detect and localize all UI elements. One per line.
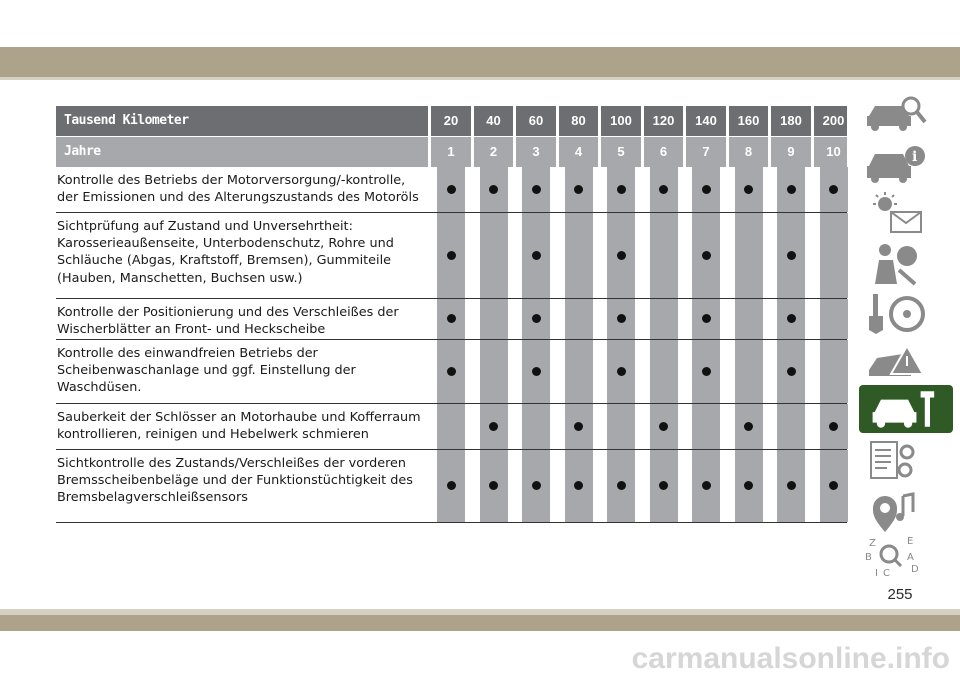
header-row-years [56, 136, 847, 167]
check-dot [574, 481, 583, 490]
car-info-icon[interactable] [863, 140, 939, 186]
interval-column [650, 299, 678, 339]
check-dot [702, 185, 711, 194]
row-description: Sichtprüfung auf Zustand und Unversehrtheit: Karosserieaußenseite, Unterbodenschutz, Rohre und Schläuche (Abgas, Kraftstoff, Bremsen), Gummiteile (Hauben, Manschetten, Buchsen usw.) [57, 219, 394, 286]
header-column-separator [471, 137, 474, 167]
header-year-value-1: 1 [447, 144, 455, 159]
media-navigation-icon[interactable] [863, 488, 939, 534]
check-dot [702, 367, 711, 376]
check-dot [787, 185, 796, 194]
check-dot [702, 481, 711, 490]
table-row [56, 213, 847, 299]
table-row [56, 299, 847, 340]
interval-column [522, 404, 550, 449]
airbag-person-icon[interactable] [863, 240, 939, 286]
header-column-separator [811, 106, 814, 136]
header-km-value-1: 20 [443, 113, 459, 128]
header-column-separator [513, 106, 516, 136]
interval-column [735, 213, 763, 298]
key-steering-wheel-icon[interactable] [863, 290, 939, 336]
table-row [56, 340, 847, 404]
index-letter-d: D [911, 564, 919, 575]
watermark-text: carmanualsonline.info [631, 642, 950, 675]
interval-column [692, 404, 720, 449]
check-dot [829, 185, 838, 194]
watermark [0, 640, 960, 678]
interval-column [480, 340, 508, 403]
header-year-value-6: 6 [659, 144, 668, 159]
check-dot [617, 185, 626, 194]
check-dot [489, 422, 498, 431]
index-letter-z: Z [869, 538, 876, 549]
table-row [56, 167, 847, 213]
check-dot [702, 314, 711, 323]
settings-list-icon[interactable] [863, 438, 939, 484]
interval-column [565, 299, 593, 339]
check-dot [574, 185, 583, 194]
header-column-separator [556, 106, 559, 136]
header-column-separator [641, 106, 644, 136]
header-year-value-5: 5 [617, 144, 625, 159]
header-column-separator [683, 106, 686, 136]
header-column-separator [726, 106, 729, 136]
header-km-value-3: 60 [528, 113, 544, 128]
page-number: 255 [887, 586, 913, 603]
header-year-value-10: 10 [826, 144, 841, 159]
header-column-separator [768, 106, 771, 136]
header-year-value-4: 4 [574, 144, 583, 159]
interval-column [820, 299, 848, 339]
check-dot [787, 251, 796, 260]
header-year-value-3: 3 [532, 144, 540, 159]
check-dot [447, 314, 456, 323]
index-letter-c: C [883, 568, 890, 579]
header-column-separator [598, 137, 601, 167]
check-dot [532, 251, 541, 260]
check-dot [617, 251, 626, 260]
row-description: Sauberkeit der Schlösser an Motorhaube und Kofferraum kontrollieren, reinigen und Hebelwerk schmieren [57, 410, 421, 443]
check-dot [617, 481, 626, 490]
top-color-band [0, 47, 960, 77]
interval-column [437, 404, 465, 449]
check-dot [447, 251, 456, 260]
check-dot [532, 367, 541, 376]
check-dot [829, 481, 838, 490]
header-column-separator [768, 137, 771, 167]
check-dot [659, 422, 668, 431]
index-letter-e: E [907, 536, 914, 547]
header-column-separator [598, 106, 601, 136]
header-year-value-7: 7 [702, 144, 710, 159]
check-dot [829, 422, 838, 431]
check-dot [574, 422, 583, 431]
row-description: Kontrolle der Positionierung und des Verschleißes der Wischerblätter an Front- und Heckscheibe [57, 305, 399, 338]
check-dot [447, 367, 456, 376]
header-km-value-10: 200 [822, 113, 845, 128]
car-search-icon[interactable] [863, 90, 939, 136]
check-dot [744, 481, 753, 490]
maintenance-table [56, 106, 847, 523]
header-column-separator [641, 137, 644, 167]
header-column-separator [853, 137, 856, 167]
header-year-value-2: 2 [489, 144, 498, 159]
table-row [56, 450, 847, 523]
check-dot [532, 314, 541, 323]
row-description: Kontrolle des Betriebs der Motorversorgung/-kontrolle, der Emissionen und des Alterungszustands des Motoröls [57, 173, 419, 206]
check-dot [489, 481, 498, 490]
index-letter-i: I [875, 568, 878, 579]
header-column-separator [556, 137, 559, 167]
header-km-value-8: 160 [737, 113, 760, 128]
header-year-value-8: 8 [744, 144, 753, 159]
header-years-label: Jahre [64, 144, 101, 159]
top-divider [0, 77, 960, 80]
header-km-label: Tausend Kilometer [64, 113, 189, 128]
header-column-separator [811, 137, 814, 167]
header-km-value-5: 100 [610, 113, 632, 128]
check-dot [532, 481, 541, 490]
header-km-value-7: 140 [695, 113, 717, 128]
check-dot [489, 185, 498, 194]
header-column-separator [853, 106, 856, 136]
table-row [56, 404, 847, 450]
interval-column [777, 404, 805, 449]
check-dot [744, 185, 753, 194]
car-wrench-icon[interactable] [859, 385, 953, 433]
interval-column [820, 340, 848, 403]
check-dot [702, 251, 711, 260]
header-column-separator [683, 137, 686, 167]
interval-column [650, 340, 678, 403]
index-search-icon[interactable] [863, 534, 939, 580]
interval-column [735, 340, 763, 403]
check-dot [787, 367, 796, 376]
header-column-separator [513, 137, 516, 167]
check-dot [447, 185, 456, 194]
interval-column [607, 404, 635, 449]
header-column-separator [428, 106, 431, 136]
check-dot [659, 481, 668, 490]
header-km-value-2: 40 [486, 113, 501, 128]
warning-light-mail-icon[interactable] [863, 190, 939, 236]
header-year-value-9: 9 [787, 144, 795, 159]
interval-column [735, 299, 763, 339]
header-row-km [56, 106, 847, 136]
check-dot [532, 185, 541, 194]
check-dot [617, 314, 626, 323]
header-column-separator [471, 106, 474, 136]
check-dot [447, 481, 456, 490]
top-margin [0, 0, 960, 47]
check-dot [787, 481, 796, 490]
check-dot [617, 367, 626, 376]
header-km-value-9: 180 [780, 113, 802, 128]
svg-text:i: i [912, 149, 918, 165]
car-crash-warning-icon[interactable] [863, 340, 939, 386]
header-km-value-6: 120 [652, 113, 675, 128]
interval-column [480, 299, 508, 339]
interval-column [480, 213, 508, 298]
interval-column [820, 213, 848, 298]
header-km-value-4: 80 [571, 113, 586, 128]
check-dot [787, 314, 796, 323]
row-description: Kontrolle des einwandfreien Betriebs der Scheibenwaschanlage und ggf. Einstellung der Waschdüsen. [57, 346, 356, 396]
index-letter-b: B [865, 552, 872, 563]
header-column-separator [428, 137, 431, 167]
row-description: Sichtkontrolle des Zustands/Verschleißes der vorderen Bremsscheibenbeläge und der Funktionstüchtigkeit des Bremsbelagverschleißsensors [57, 456, 413, 506]
header-column-separator [726, 137, 729, 167]
bottom-color-band [0, 615, 960, 631]
check-dot [744, 422, 753, 431]
check-dot [659, 185, 668, 194]
interval-column [650, 213, 678, 298]
index-letter-a: A [907, 552, 914, 563]
interval-column [565, 340, 593, 403]
interval-column [565, 213, 593, 298]
